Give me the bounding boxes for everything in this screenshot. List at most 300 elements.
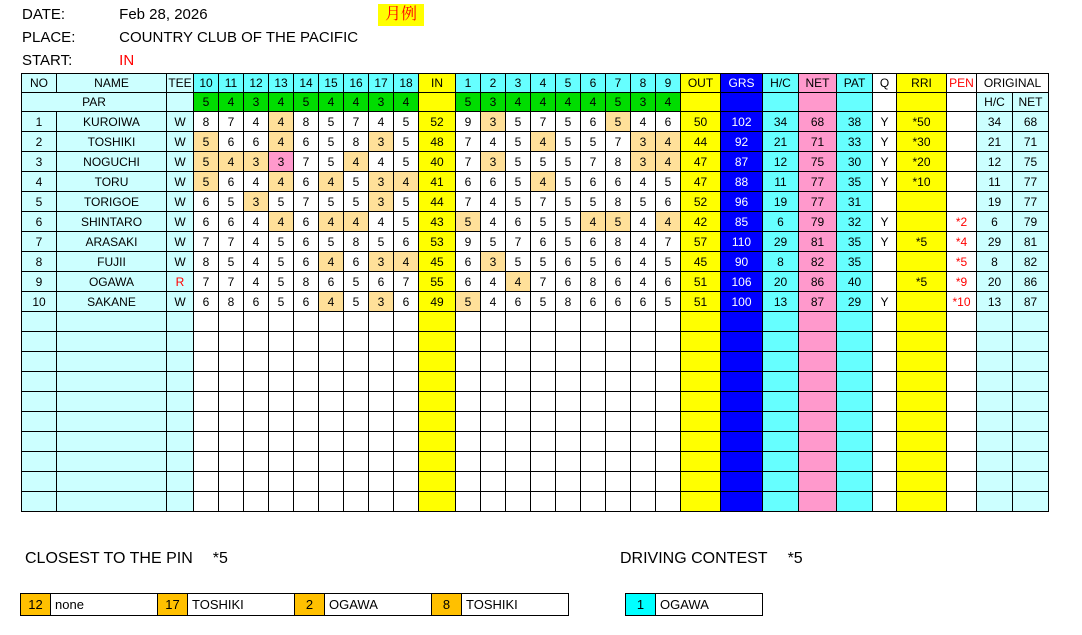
score-cell-hole-9[interactable] bbox=[656, 352, 681, 372]
score-cell-hole-2[interactable]: 3 bbox=[481, 112, 506, 132]
score-cell-hole-13[interactable]: 5 bbox=[269, 252, 294, 272]
cell-hc[interactable]: 34 bbox=[763, 112, 799, 132]
cell-in-total[interactable] bbox=[419, 312, 456, 332]
score-cell-hole-7[interactable] bbox=[606, 392, 631, 412]
score-cell-hole-6[interactable]: 6 bbox=[581, 112, 606, 132]
score-cell-hole-7[interactable]: 6 bbox=[606, 292, 631, 312]
cell-grs[interactable]: 110 bbox=[721, 232, 763, 252]
score-cell-hole-3[interactable] bbox=[506, 332, 531, 352]
cell-orig-hc[interactable]: 29 bbox=[977, 232, 1013, 252]
score-cell-hole-1[interactable]: 7 bbox=[456, 192, 481, 212]
score-cell-hole-4[interactable] bbox=[531, 492, 556, 512]
score-cell-hole-13[interactable]: 3 bbox=[269, 152, 294, 172]
cell-tee[interactable] bbox=[167, 472, 194, 492]
score-cell-hole-10[interactable]: 5 bbox=[194, 132, 219, 152]
cell-pat[interactable] bbox=[837, 372, 873, 392]
score-cell-hole-2[interactable]: 6 bbox=[481, 172, 506, 192]
cell-q[interactable] bbox=[873, 272, 897, 292]
score-cell-hole-16[interactable]: 8 bbox=[344, 232, 369, 252]
cell-out-total[interactable] bbox=[681, 412, 721, 432]
score-cell-hole-5[interactable]: 6 bbox=[556, 252, 581, 272]
cell-hc[interactable] bbox=[763, 412, 799, 432]
cell-rri[interactable] bbox=[897, 432, 947, 452]
score-cell-hole-9[interactable] bbox=[656, 412, 681, 432]
score-cell-hole-2[interactable]: 4 bbox=[481, 272, 506, 292]
score-cell-hole-18[interactable] bbox=[394, 452, 419, 472]
cell-orig-hc[interactable] bbox=[977, 452, 1013, 472]
score-cell-hole-16[interactable]: 4 bbox=[344, 152, 369, 172]
score-cell-hole-6[interactable] bbox=[581, 452, 606, 472]
score-cell-hole-8[interactable] bbox=[631, 452, 656, 472]
score-cell-hole-3[interactable]: 6 bbox=[506, 292, 531, 312]
score-cell-hole-4[interactable] bbox=[531, 352, 556, 372]
cell-tee[interactable]: W bbox=[167, 212, 194, 232]
cell-pat[interactable]: 38 bbox=[837, 112, 873, 132]
cell-grs[interactable] bbox=[721, 352, 763, 372]
score-cell-hole-5[interactable]: 5 bbox=[556, 132, 581, 152]
cell-tee[interactable] bbox=[167, 372, 194, 392]
score-cell-hole-1[interactable]: 5 bbox=[456, 212, 481, 232]
cell-no[interactable] bbox=[22, 492, 57, 512]
score-cell-hole-7[interactable]: 8 bbox=[606, 232, 631, 252]
cell-no[interactable] bbox=[22, 392, 57, 412]
score-cell-hole-15[interactable]: 4 bbox=[319, 172, 344, 192]
cell-in-total[interactable]: 41 bbox=[419, 172, 456, 192]
score-cell-hole-13[interactable] bbox=[269, 392, 294, 412]
cell-name[interactable]: SAKANE bbox=[57, 292, 167, 312]
cell-in-total[interactable]: 45 bbox=[419, 252, 456, 272]
score-cell-hole-6[interactable]: 7 bbox=[581, 152, 606, 172]
score-cell-hole-9[interactable]: 4 bbox=[656, 152, 681, 172]
score-cell-hole-14[interactable] bbox=[294, 312, 319, 332]
score-cell-hole-18[interactable] bbox=[394, 412, 419, 432]
cell-tee[interactable]: W bbox=[167, 232, 194, 252]
score-cell-hole-9[interactable] bbox=[656, 372, 681, 392]
cell-hc[interactable]: 13 bbox=[763, 292, 799, 312]
score-cell-hole-2[interactable] bbox=[481, 352, 506, 372]
score-cell-hole-17[interactable] bbox=[369, 372, 394, 392]
cell-pen[interactable]: *4 bbox=[947, 232, 977, 252]
score-cell-hole-5[interactable]: 5 bbox=[556, 172, 581, 192]
cell-hc[interactable]: 20 bbox=[763, 272, 799, 292]
score-cell-hole-16[interactable]: 4 bbox=[344, 212, 369, 232]
cell-pen[interactable] bbox=[947, 492, 977, 512]
cell-in-total[interactable] bbox=[419, 372, 456, 392]
score-cell-hole-17[interactable]: 3 bbox=[369, 172, 394, 192]
score-cell-hole-6[interactable]: 6 bbox=[581, 292, 606, 312]
score-cell-hole-16[interactable]: 5 bbox=[344, 292, 369, 312]
score-cell-hole-1[interactable] bbox=[456, 472, 481, 492]
score-cell-hole-13[interactable]: 5 bbox=[269, 232, 294, 252]
cell-orig-hc[interactable] bbox=[977, 392, 1013, 412]
score-cell-hole-14[interactable]: 7 bbox=[294, 192, 319, 212]
closest-entry-hole[interactable]: 17 bbox=[157, 593, 188, 616]
score-cell-hole-16[interactable] bbox=[344, 492, 369, 512]
score-cell-hole-14[interactable]: 6 bbox=[294, 172, 319, 192]
score-cell-hole-8[interactable]: 4 bbox=[631, 172, 656, 192]
score-cell-hole-11[interactable]: 7 bbox=[219, 272, 244, 292]
score-cell-hole-11[interactable] bbox=[219, 452, 244, 472]
score-cell-hole-4[interactable]: 4 bbox=[531, 132, 556, 152]
cell-out-total[interactable]: 51 bbox=[681, 272, 721, 292]
score-cell-hole-8[interactable] bbox=[631, 432, 656, 452]
score-cell-hole-12[interactable]: 4 bbox=[244, 252, 269, 272]
cell-orig-net[interactable]: 77 bbox=[1013, 192, 1049, 212]
score-cell-hole-3[interactable] bbox=[506, 472, 531, 492]
score-cell-hole-8[interactable]: 4 bbox=[631, 112, 656, 132]
closest-entry-name[interactable]: TOSHIKI bbox=[461, 593, 569, 616]
score-cell-hole-2[interactable] bbox=[481, 392, 506, 412]
cell-pen[interactable] bbox=[947, 312, 977, 332]
score-cell-hole-3[interactable] bbox=[506, 372, 531, 392]
cell-no[interactable] bbox=[22, 432, 57, 452]
cell-no[interactable]: 1 bbox=[22, 112, 57, 132]
score-cell-hole-3[interactable]: 4 bbox=[506, 272, 531, 292]
cell-in-total[interactable]: 52 bbox=[419, 112, 456, 132]
score-cell-hole-15[interactable]: 4 bbox=[319, 212, 344, 232]
cell-orig-net[interactable] bbox=[1013, 432, 1049, 452]
cell-pen[interactable] bbox=[947, 412, 977, 432]
score-cell-hole-5[interactable] bbox=[556, 312, 581, 332]
score-cell-hole-11[interactable] bbox=[219, 372, 244, 392]
score-cell-hole-11[interactable] bbox=[219, 492, 244, 512]
cell-name[interactable] bbox=[57, 312, 167, 332]
score-cell-hole-18[interactable]: 5 bbox=[394, 212, 419, 232]
score-cell-hole-15[interactable] bbox=[319, 392, 344, 412]
cell-grs[interactable]: 96 bbox=[721, 192, 763, 212]
cell-pat[interactable]: 35 bbox=[837, 232, 873, 252]
score-cell-hole-14[interactable]: 6 bbox=[294, 252, 319, 272]
cell-rri[interactable] bbox=[897, 452, 947, 472]
cell-q[interactable] bbox=[873, 412, 897, 432]
score-cell-hole-15[interactable]: 5 bbox=[319, 232, 344, 252]
cell-out-total[interactable] bbox=[681, 472, 721, 492]
score-cell-hole-17[interactable]: 4 bbox=[369, 152, 394, 172]
score-cell-hole-9[interactable] bbox=[656, 392, 681, 412]
cell-pat[interactable]: 33 bbox=[837, 132, 873, 152]
cell-net[interactable] bbox=[799, 352, 837, 372]
cell-net[interactable]: 77 bbox=[799, 192, 837, 212]
cell-pat[interactable]: 35 bbox=[837, 172, 873, 192]
score-cell-hole-14[interactable] bbox=[294, 332, 319, 352]
score-cell-hole-4[interactable]: 5 bbox=[531, 212, 556, 232]
cell-pat[interactable]: 32 bbox=[837, 212, 873, 232]
score-cell-hole-13[interactable] bbox=[269, 412, 294, 432]
cell-net[interactable]: 71 bbox=[799, 132, 837, 152]
cell-orig-hc[interactable]: 19 bbox=[977, 192, 1013, 212]
cell-orig-hc[interactable]: 11 bbox=[977, 172, 1013, 192]
cell-orig-hc[interactable]: 34 bbox=[977, 112, 1013, 132]
score-cell-hole-17[interactable] bbox=[369, 412, 394, 432]
cell-pat[interactable] bbox=[837, 472, 873, 492]
cell-in-total[interactable] bbox=[419, 412, 456, 432]
cell-out-total[interactable]: 57 bbox=[681, 232, 721, 252]
cell-name[interactable]: ARASAKI bbox=[57, 232, 167, 252]
score-cell-hole-7[interactable] bbox=[606, 352, 631, 372]
score-cell-hole-16[interactable] bbox=[344, 372, 369, 392]
cell-net[interactable]: 75 bbox=[799, 152, 837, 172]
score-cell-hole-12[interactable] bbox=[244, 492, 269, 512]
score-cell-hole-6[interactable]: 5 bbox=[581, 252, 606, 272]
cell-out-total[interactable] bbox=[681, 312, 721, 332]
cell-no[interactable]: 9 bbox=[22, 272, 57, 292]
cell-orig-net[interactable]: 68 bbox=[1013, 112, 1049, 132]
score-cell-hole-8[interactable] bbox=[631, 412, 656, 432]
score-cell-hole-18[interactable] bbox=[394, 432, 419, 452]
cell-orig-hc[interactable] bbox=[977, 332, 1013, 352]
score-cell-hole-6[interactable] bbox=[581, 492, 606, 512]
score-cell-hole-8[interactable] bbox=[631, 392, 656, 412]
cell-pat[interactable]: 30 bbox=[837, 152, 873, 172]
score-cell-hole-8[interactable]: 6 bbox=[631, 292, 656, 312]
cell-out-total[interactable] bbox=[681, 352, 721, 372]
score-cell-hole-7[interactable] bbox=[606, 372, 631, 392]
cell-grs[interactable]: 90 bbox=[721, 252, 763, 272]
score-cell-hole-7[interactable]: 6 bbox=[606, 272, 631, 292]
score-cell-hole-5[interactable] bbox=[556, 352, 581, 372]
score-cell-hole-18[interactable] bbox=[394, 312, 419, 332]
cell-in-total[interactable] bbox=[419, 492, 456, 512]
score-cell-hole-18[interactable]: 7 bbox=[394, 272, 419, 292]
score-cell-hole-9[interactable] bbox=[656, 452, 681, 472]
score-cell-hole-14[interactable] bbox=[294, 492, 319, 512]
score-cell-hole-11[interactable] bbox=[219, 412, 244, 432]
cell-name[interactable] bbox=[57, 432, 167, 452]
score-cell-hole-15[interactable]: 5 bbox=[319, 152, 344, 172]
score-cell-hole-4[interactable]: 4 bbox=[531, 172, 556, 192]
score-cell-hole-8[interactable]: 4 bbox=[631, 232, 656, 252]
cell-net[interactable] bbox=[799, 392, 837, 412]
cell-rri[interactable] bbox=[897, 312, 947, 332]
score-cell-hole-3[interactable] bbox=[506, 432, 531, 452]
cell-tee[interactable]: W bbox=[167, 172, 194, 192]
score-cell-hole-16[interactable]: 8 bbox=[344, 132, 369, 152]
score-cell-hole-14[interactable]: 6 bbox=[294, 132, 319, 152]
cell-tee[interactable] bbox=[167, 432, 194, 452]
cell-no[interactable]: 3 bbox=[22, 152, 57, 172]
score-cell-hole-3[interactable]: 7 bbox=[506, 232, 531, 252]
cell-pen[interactable] bbox=[947, 472, 977, 492]
score-cell-hole-3[interactable]: 6 bbox=[506, 212, 531, 232]
score-cell-hole-15[interactable] bbox=[319, 412, 344, 432]
cell-net[interactable] bbox=[799, 372, 837, 392]
score-cell-hole-8[interactable]: 4 bbox=[631, 212, 656, 232]
score-cell-hole-7[interactable] bbox=[606, 312, 631, 332]
score-cell-hole-14[interactable]: 8 bbox=[294, 272, 319, 292]
cell-hc[interactable] bbox=[763, 432, 799, 452]
score-cell-hole-17[interactable] bbox=[369, 392, 394, 412]
cell-no[interactable] bbox=[22, 332, 57, 352]
score-cell-hole-10[interactable] bbox=[194, 312, 219, 332]
score-cell-hole-2[interactable]: 3 bbox=[481, 252, 506, 272]
score-cell-hole-12[interactable] bbox=[244, 412, 269, 432]
score-cell-hole-9[interactable] bbox=[656, 312, 681, 332]
cell-no[interactable]: 5 bbox=[22, 192, 57, 212]
cell-net[interactable]: 82 bbox=[799, 252, 837, 272]
score-cell-hole-2[interactable]: 5 bbox=[481, 232, 506, 252]
score-cell-hole-12[interactable]: 6 bbox=[244, 292, 269, 312]
cell-hc[interactable]: 6 bbox=[763, 212, 799, 232]
cell-in-total[interactable]: 48 bbox=[419, 132, 456, 152]
score-cell-hole-16[interactable] bbox=[344, 312, 369, 332]
score-cell-hole-6[interactable] bbox=[581, 312, 606, 332]
cell-orig-net[interactable] bbox=[1013, 472, 1049, 492]
cell-hc[interactable]: 8 bbox=[763, 252, 799, 272]
score-cell-hole-1[interactable] bbox=[456, 332, 481, 352]
cell-pen[interactable] bbox=[947, 392, 977, 412]
closest-entry-hole[interactable]: 2 bbox=[294, 593, 325, 616]
score-cell-hole-10[interactable] bbox=[194, 412, 219, 432]
cell-tee[interactable]: W bbox=[167, 252, 194, 272]
score-cell-hole-2[interactable] bbox=[481, 492, 506, 512]
cell-hc[interactable] bbox=[763, 352, 799, 372]
cell-orig-hc[interactable] bbox=[977, 312, 1013, 332]
cell-pat[interactable] bbox=[837, 452, 873, 472]
cell-name[interactable] bbox=[57, 412, 167, 432]
cell-net[interactable] bbox=[799, 312, 837, 332]
score-cell-hole-9[interactable] bbox=[656, 332, 681, 352]
score-cell-hole-12[interactable]: 4 bbox=[244, 232, 269, 252]
score-cell-hole-16[interactable] bbox=[344, 472, 369, 492]
cell-hc[interactable] bbox=[763, 472, 799, 492]
score-cell-hole-7[interactable]: 6 bbox=[606, 172, 631, 192]
cell-pen[interactable]: *5 bbox=[947, 252, 977, 272]
cell-rri[interactable] bbox=[897, 332, 947, 352]
cell-tee[interactable] bbox=[167, 352, 194, 372]
score-cell-hole-14[interactable] bbox=[294, 392, 319, 412]
score-cell-hole-8[interactable] bbox=[631, 472, 656, 492]
cell-grs[interactable] bbox=[721, 492, 763, 512]
score-cell-hole-12[interactable] bbox=[244, 432, 269, 452]
score-cell-hole-4[interactable]: 7 bbox=[531, 192, 556, 212]
score-cell-hole-4[interactable] bbox=[531, 312, 556, 332]
score-cell-hole-18[interactable]: 5 bbox=[394, 112, 419, 132]
score-cell-hole-4[interactable]: 5 bbox=[531, 252, 556, 272]
cell-pen[interactable] bbox=[947, 452, 977, 472]
score-cell-hole-5[interactable]: 5 bbox=[556, 112, 581, 132]
score-cell-hole-6[interactable] bbox=[581, 472, 606, 492]
score-cell-hole-3[interactable] bbox=[506, 492, 531, 512]
cell-hc[interactable] bbox=[763, 312, 799, 332]
score-cell-hole-5[interactable] bbox=[556, 372, 581, 392]
score-cell-hole-12[interactable]: 3 bbox=[244, 152, 269, 172]
cell-pat[interactable] bbox=[837, 312, 873, 332]
cell-hc[interactable] bbox=[763, 392, 799, 412]
score-cell-hole-4[interactable] bbox=[531, 452, 556, 472]
score-cell-hole-9[interactable] bbox=[656, 492, 681, 512]
score-cell-hole-3[interactable]: 5 bbox=[506, 132, 531, 152]
cell-hc[interactable] bbox=[763, 452, 799, 472]
cell-pen[interactable]: *2 bbox=[947, 212, 977, 232]
score-cell-hole-8[interactable]: 3 bbox=[631, 152, 656, 172]
score-cell-hole-10[interactable] bbox=[194, 332, 219, 352]
score-cell-hole-4[interactable] bbox=[531, 372, 556, 392]
cell-pen[interactable]: *10 bbox=[947, 292, 977, 312]
score-cell-hole-11[interactable]: 4 bbox=[219, 152, 244, 172]
cell-in-total[interactable] bbox=[419, 392, 456, 412]
score-cell-hole-17[interactable] bbox=[369, 472, 394, 492]
cell-name[interactable]: OGAWA bbox=[57, 272, 167, 292]
cell-orig-net[interactable] bbox=[1013, 312, 1049, 332]
score-cell-hole-13[interactable] bbox=[269, 452, 294, 472]
score-cell-hole-11[interactable]: 6 bbox=[219, 212, 244, 232]
score-cell-hole-1[interactable] bbox=[456, 412, 481, 432]
score-cell-hole-8[interactable]: 5 bbox=[631, 192, 656, 212]
score-cell-hole-10[interactable] bbox=[194, 352, 219, 372]
cell-q[interactable] bbox=[873, 332, 897, 352]
score-cell-hole-17[interactable] bbox=[369, 332, 394, 352]
score-cell-hole-9[interactable] bbox=[656, 432, 681, 452]
score-cell-hole-4[interactable] bbox=[531, 432, 556, 452]
cell-rri[interactable]: *5 bbox=[897, 232, 947, 252]
score-cell-hole-12[interactable] bbox=[244, 372, 269, 392]
score-cell-hole-10[interactable]: 7 bbox=[194, 232, 219, 252]
cell-hc[interactable]: 12 bbox=[763, 152, 799, 172]
cell-q[interactable]: Y bbox=[873, 292, 897, 312]
cell-q[interactable] bbox=[873, 432, 897, 452]
score-cell-hole-15[interactable]: 4 bbox=[319, 292, 344, 312]
score-cell-hole-12[interactable] bbox=[244, 452, 269, 472]
score-cell-hole-6[interactable]: 6 bbox=[581, 232, 606, 252]
score-cell-hole-9[interactable]: 6 bbox=[656, 112, 681, 132]
cell-q[interactable] bbox=[873, 452, 897, 472]
score-cell-hole-10[interactable] bbox=[194, 432, 219, 452]
cell-rri[interactable]: *10 bbox=[897, 172, 947, 192]
closest-entry-name[interactable]: none bbox=[50, 593, 158, 616]
score-cell-hole-17[interactable]: 6 bbox=[369, 272, 394, 292]
score-cell-hole-13[interactable] bbox=[269, 472, 294, 492]
cell-pat[interactable]: 31 bbox=[837, 192, 873, 212]
score-cell-hole-7[interactable] bbox=[606, 452, 631, 472]
cell-rri[interactable] bbox=[897, 392, 947, 412]
score-cell-hole-10[interactable]: 6 bbox=[194, 212, 219, 232]
cell-out-total[interactable] bbox=[681, 452, 721, 472]
score-cell-hole-5[interactable] bbox=[556, 472, 581, 492]
score-cell-hole-13[interactable]: 4 bbox=[269, 112, 294, 132]
cell-net[interactable] bbox=[799, 452, 837, 472]
cell-q[interactable] bbox=[873, 252, 897, 272]
cell-grs[interactable]: 88 bbox=[721, 172, 763, 192]
score-cell-hole-11[interactable] bbox=[219, 352, 244, 372]
score-cell-hole-1[interactable] bbox=[456, 392, 481, 412]
cell-rri[interactable] bbox=[897, 212, 947, 232]
score-cell-hole-11[interactable] bbox=[219, 472, 244, 492]
cell-hc[interactable]: 11 bbox=[763, 172, 799, 192]
score-cell-hole-14[interactable] bbox=[294, 372, 319, 392]
cell-q[interactable]: Y bbox=[873, 212, 897, 232]
score-cell-hole-5[interactable]: 5 bbox=[556, 212, 581, 232]
cell-tee[interactable]: W bbox=[167, 132, 194, 152]
cell-rri[interactable] bbox=[897, 372, 947, 392]
cell-orig-net[interactable] bbox=[1013, 412, 1049, 432]
score-cell-hole-18[interactable]: 4 bbox=[394, 172, 419, 192]
score-cell-hole-15[interactable] bbox=[319, 332, 344, 352]
score-cell-hole-8[interactable]: 4 bbox=[631, 252, 656, 272]
cell-out-total[interactable] bbox=[681, 492, 721, 512]
score-cell-hole-5[interactable]: 5 bbox=[556, 192, 581, 212]
score-cell-hole-3[interactable]: 5 bbox=[506, 192, 531, 212]
score-cell-hole-2[interactable]: 4 bbox=[481, 132, 506, 152]
score-cell-hole-3[interactable] bbox=[506, 352, 531, 372]
cell-in-total[interactable]: 44 bbox=[419, 192, 456, 212]
cell-tee[interactable] bbox=[167, 492, 194, 512]
score-cell-hole-10[interactable]: 8 bbox=[194, 112, 219, 132]
cell-rri[interactable]: *50 bbox=[897, 112, 947, 132]
score-cell-hole-2[interactable]: 4 bbox=[481, 212, 506, 232]
score-cell-hole-8[interactable] bbox=[631, 352, 656, 372]
score-cell-hole-6[interactable] bbox=[581, 352, 606, 372]
score-cell-hole-5[interactable]: 5 bbox=[556, 232, 581, 252]
